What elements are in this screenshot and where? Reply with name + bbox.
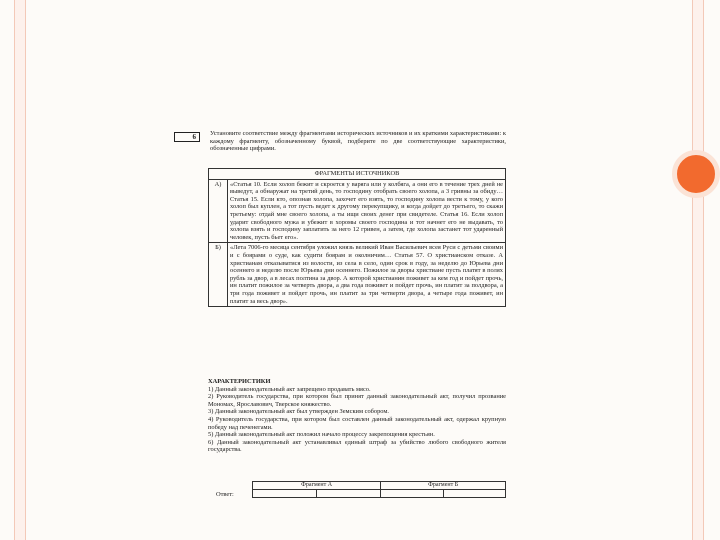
fragment-text: «Статья 10. Если холоп бежит и скроется у варяга или у колбяга, а они его в течение трех дней не выведут, а обнаружат на третий день, то господину отобрать своего холопа, а 3 гривны за обиду… Статья 15. Если кто, опознав холопа, захочет его взять, то господину холопа вести к тому, у кого холоп был куплен, а тот пусть ведет к другому перекупщику, и когда дойдет до третьего, то скажи третьему: отдай мне своего холопа, а ты ищи своих денег при свидетеле. Статья 16. Если холоп ударит свободного мужа и убежит в хоромы своего господина и тот начнет его не выдавать, то холопа взять и господину заплатить за него 12 гривен, а затем, где холопа застанет тот ударенный человек, пусть бьет его».	[228, 179, 506, 243]
orange-circle-decoration	[672, 150, 720, 198]
answer-cell[interactable]	[443, 490, 505, 498]
right-decorative-stripe	[692, 0, 704, 540]
characteristic-item: 2) Руководитель государства, при котором был принят данный законодательный акт, получил прозвание Мономах, Ярославович, Тверское княжество.	[208, 393, 506, 408]
characteristic-item: 5) Данный законодательный акт положил начало процессу закрепощения крестьян.	[208, 431, 435, 439]
characteristic-item: 1) Данный законодательный акт запрещено продавать мясо.	[208, 385, 371, 393]
answer-col-b: Фрагмент Б	[381, 482, 506, 490]
characteristics-section	[208, 378, 506, 454]
characteristic-item: 3) Данный законодательный акт был утвержден Земским собором.	[208, 408, 389, 416]
task-instruction: Установите соответствие между фрагментами исторических источников и их краткими характеристиками: к каждому фрагменту, обозначенному буквой, подберите по две соответствующие характеристики, обозначенные цифрами.	[210, 130, 506, 153]
task-number: 6	[174, 132, 200, 142]
answer-col-a: Фрагмент А	[253, 482, 381, 490]
answer-label: Ответ:	[216, 491, 234, 498]
answer-cell[interactable]	[317, 490, 381, 498]
characteristics-title: ХАРАКТЕРИСТИКИ	[208, 378, 271, 385]
fragment-row-a	[209, 179, 506, 243]
fragment-label: Б)	[209, 243, 228, 307]
answer-cell[interactable]	[253, 490, 317, 498]
fragment-label: А)	[209, 179, 228, 243]
fragments-table	[208, 168, 506, 307]
characteristic-item: 4) Руководитель государства, при котором был составлен данный законодательный акт, одержал крупную победу над печенегами.	[208, 415, 506, 431]
characteristic-item: 6) Данный законодательный акт устанавливал единый штраф за убийство любого свободного жителя государства.	[208, 438, 506, 454]
answer-table	[252, 481, 506, 498]
fragments-header: ФРАГМЕНТЫ ИСТОЧНИКОВ	[209, 169, 506, 180]
fragment-text: «Лета 7006-го месяца сентября уложил князь великий Иван Васильевич всея Руси с детьми своими и с боярами о суде, как судити боярам и околничим… Статья 57. О христианском отказе. А христианам отказыватися из волости, из села в село, один срок в году, за неделю до Юрьева дни осеннего и неделю после Юрьева дни осеннего. Пожилое за дворы христиане пусть платят в полях рубль за двор, а в лесах полтина за двор. А которой христианин поживет за кем год и пойдет прочь, ин платит пожилое за четверть двора, а два года поживет и пойдет прочь, ин платит за полдвора, а три года поживет и пойдет прочь, ин платит за три четверти двора, а четыре года поживет, ин платит за весь двор».	[228, 243, 506, 307]
fragment-row-b	[209, 243, 506, 307]
left-decorative-stripe	[14, 0, 26, 540]
answer-cell[interactable]	[381, 490, 443, 498]
